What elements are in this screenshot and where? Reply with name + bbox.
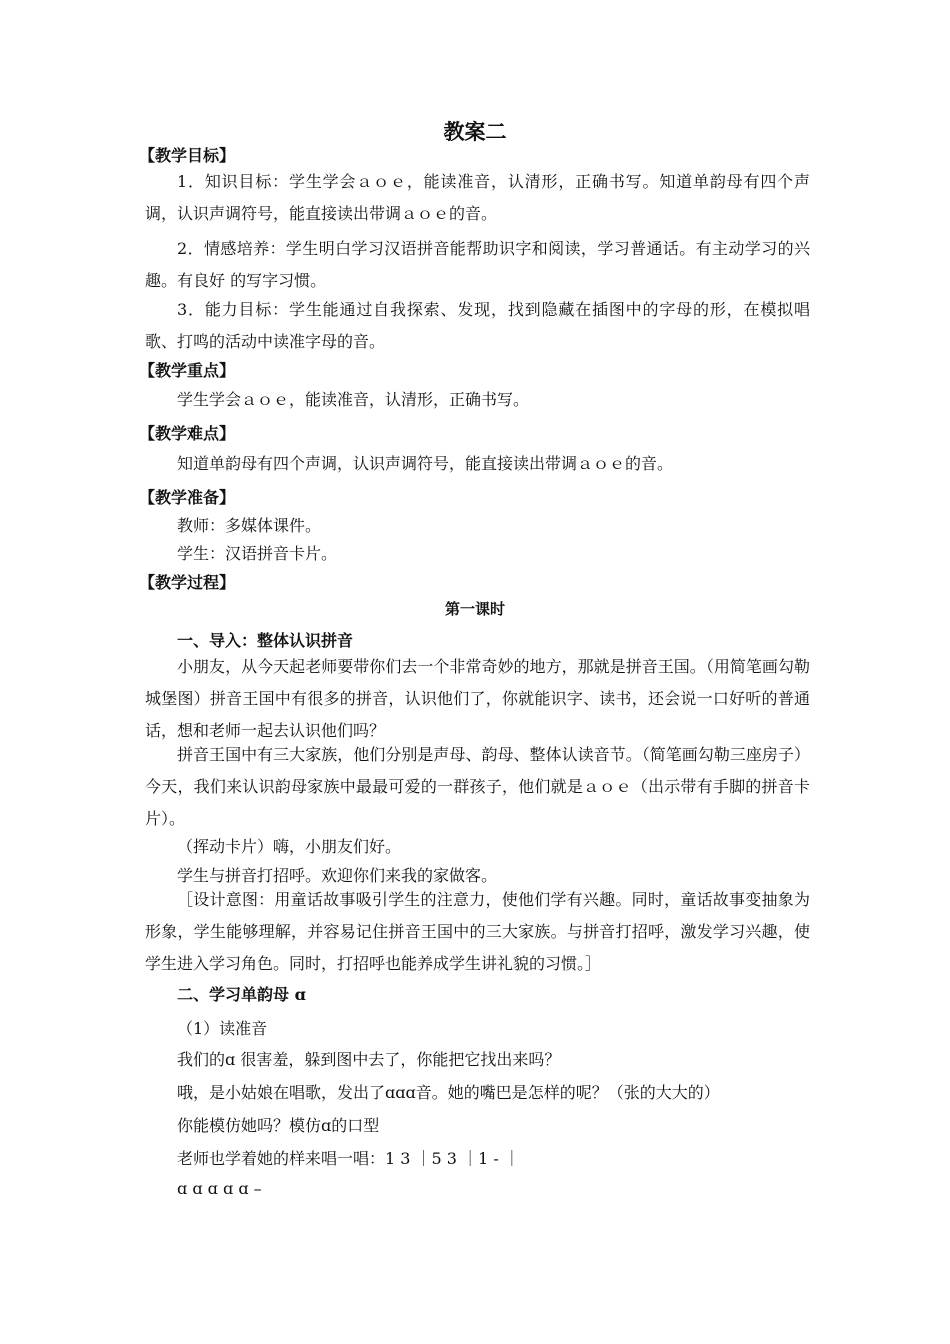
part2-line-song-lyrics: ɑ ɑ ɑ ɑ ɑ – <box>177 1179 262 1198</box>
goal-emotion: 2．情感培养：学生明白学习汉语拼音能帮助识字和阅读，学习普通话。有主动学习的兴趣。有良好 的写字习惯。 <box>145 239 810 290</box>
part1-wave-card: （挥动卡片）嗨，小朋友们好。 <box>177 837 402 856</box>
part2-line-imitate: 你能模仿她吗？模仿ɑ的口型 <box>177 1116 380 1135</box>
part1-design-intent: ［设计意图：用童话故事吸引学生的注意力，使他们学有兴趣。同时，童话故事变抽象为形象，学生能够理解，并容易记住拼音王国中的三大家族。与拼音打招呼，激发学习兴趣，使学生进入学习角色。同时，打招呼也能养成学生讲礼貌的习惯。］ <box>145 890 810 973</box>
part1-greeting: 学生与拼音打招呼。欢迎你们来我的家做客。 <box>177 866 498 885</box>
part1-paragraph-families: 拼音王国中有三大家族，他们分别是声母、韵母、整体认读音节。（简笔画勾勒三座房子）今天，我们来认识韵母家族中最最可爱的一群孩子，他们就是ａｏｅ（出示带有手脚的拼音卡片）。 <box>145 745 810 828</box>
goal-knowledge: 1．知识目标：学生学会ａｏｅ，能读准音，认清形，正确书写。知道单韵母有四个声调，认识声调符号，能直接读出带调ａｏｅ的音。 <box>145 172 810 223</box>
section-heading-goals: 【教学目标】 <box>139 146 236 165</box>
part2-line-song-notes: 老师也学着她的样来唱一唱：1 3 ｜5 3 ｜1 - ｜ <box>177 1149 520 1168</box>
part1-heading: 一、导入：整体认识拼音 <box>177 631 354 650</box>
section-heading-key-points: 【教学重点】 <box>139 361 236 380</box>
preparation-teacher: 教师：多媒体课件。 <box>177 516 322 535</box>
preparation-student: 学生：汉语拼音卡片。 <box>177 544 338 563</box>
part2-subheading-read: （1）读准音 <box>177 1019 268 1038</box>
section-heading-preparation: 【教学准备】 <box>139 488 236 507</box>
difficulties-text: 知道单韵母有四个声调，认识声调符号，能直接读出带调ａｏｅ的音。 <box>177 454 674 473</box>
part2-heading: 二、学习单韵母 ɑ <box>177 985 306 1004</box>
section-heading-difficulties: 【教学难点】 <box>139 424 236 443</box>
part2-line-singing: 哦，是小姑娘在唱歌，发出了ɑɑɑ音。她的嘴巴是怎样的呢？（张的大大的） <box>177 1083 720 1102</box>
document-title: 教案二 <box>443 119 507 144</box>
goal-ability: 3．能力目标：学生能通过自我探索、发现，找到隐藏在插图中的字母的形，在模拟唱歌、打鸣的活动中读准字母的音。 <box>145 300 810 351</box>
lesson-title: 第一课时 <box>444 600 505 618</box>
part1-paragraph-intro: 小朋友，从今天起老师要带你们去一个非常奇妙的地方，那就是拼音王国。（用简笔画勾勒城堡图）拼音王国中有很多的拼音，认识他们了，你就能识字、读书，还会说一口好听的普通话，想和老师一起去认识他们吗？ <box>145 657 810 740</box>
key-points-text: 学生学会ａｏｅ，能读准音，认清形，正确书写。 <box>177 390 530 409</box>
part2-line-find: 我们的ɑ 很害羞，躲到图中去了，你能把它找出来吗？ <box>177 1050 561 1069</box>
section-heading-process: 【教学过程】 <box>139 573 236 592</box>
